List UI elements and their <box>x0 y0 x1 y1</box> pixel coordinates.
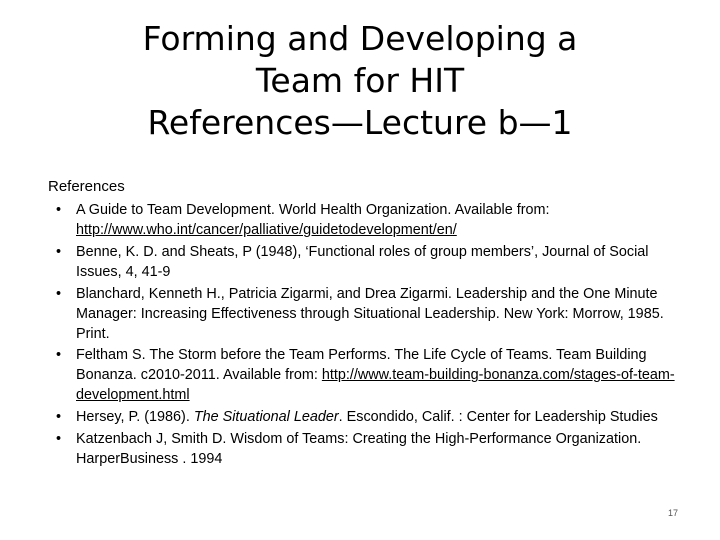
reference-item <box>48 200 688 240</box>
bullet-icon: • <box>56 202 62 218</box>
title-line-1: Forming and Developing a <box>142 19 578 58</box>
references-list <box>48 200 688 471</box>
slide-title <box>60 18 660 144</box>
reference-text: Benne, K. D. and Sheats, P (1948), ‘Functional roles of group members’, Journal of Social Issues, 4, 41-9 <box>76 243 649 280</box>
reference-text: Hersey, P. (1986). <box>76 409 194 426</box>
reference-text-after: . Escondido, Calif. : Center for Leadership Studies <box>338 409 658 426</box>
references-heading: References <box>48 178 125 195</box>
bullet-icon: • <box>56 285 62 302</box>
reference-link[interactable]: http://www.who.int/cancer/palliative/guidetodevelopment/en/ <box>76 222 457 238</box>
reference-text: Feltham S. The Storm before the Team Performs. The Life Cycle of Teams. Team Building Bonanza. c2010-2011. Available from: <box>76 347 647 384</box>
bullet-icon: • <box>56 430 62 447</box>
page-number: 17 <box>667 508 678 518</box>
title-line-2: Team for HIT <box>255 61 465 100</box>
reference-item <box>48 284 688 344</box>
reference-link[interactable]: http://www.team-building-bonanza.com/stages-of-team-development.html <box>76 367 675 404</box>
reference-item <box>48 429 688 469</box>
bullet-icon: • <box>56 243 62 260</box>
bullet-icon: • <box>56 409 62 426</box>
reference-italic-title: The Situational Leader <box>193 409 339 426</box>
title-line-3: References—Lecture b—1 <box>147 103 573 142</box>
reference-text: Katzenbach J, Smith D. Wisdom of Teams: Creating the High-Performance Organization. HarperBusiness . 1994 <box>76 430 642 467</box>
reference-text: Blanchard, Kenneth H., Patricia Zigarmi, and Drea Zigarmi. Leadership and the One Minute Manager: Increasing Effectiveness through Situational Leadership. New York: Morrow, 1985. Print. <box>76 285 664 342</box>
reference-text: A Guide to Team Development. World Health Organization. Available from: <box>76 202 550 218</box>
reference-item <box>48 407 688 427</box>
bullet-icon: • <box>56 347 62 364</box>
reference-item <box>48 242 688 282</box>
reference-item <box>48 345 688 405</box>
